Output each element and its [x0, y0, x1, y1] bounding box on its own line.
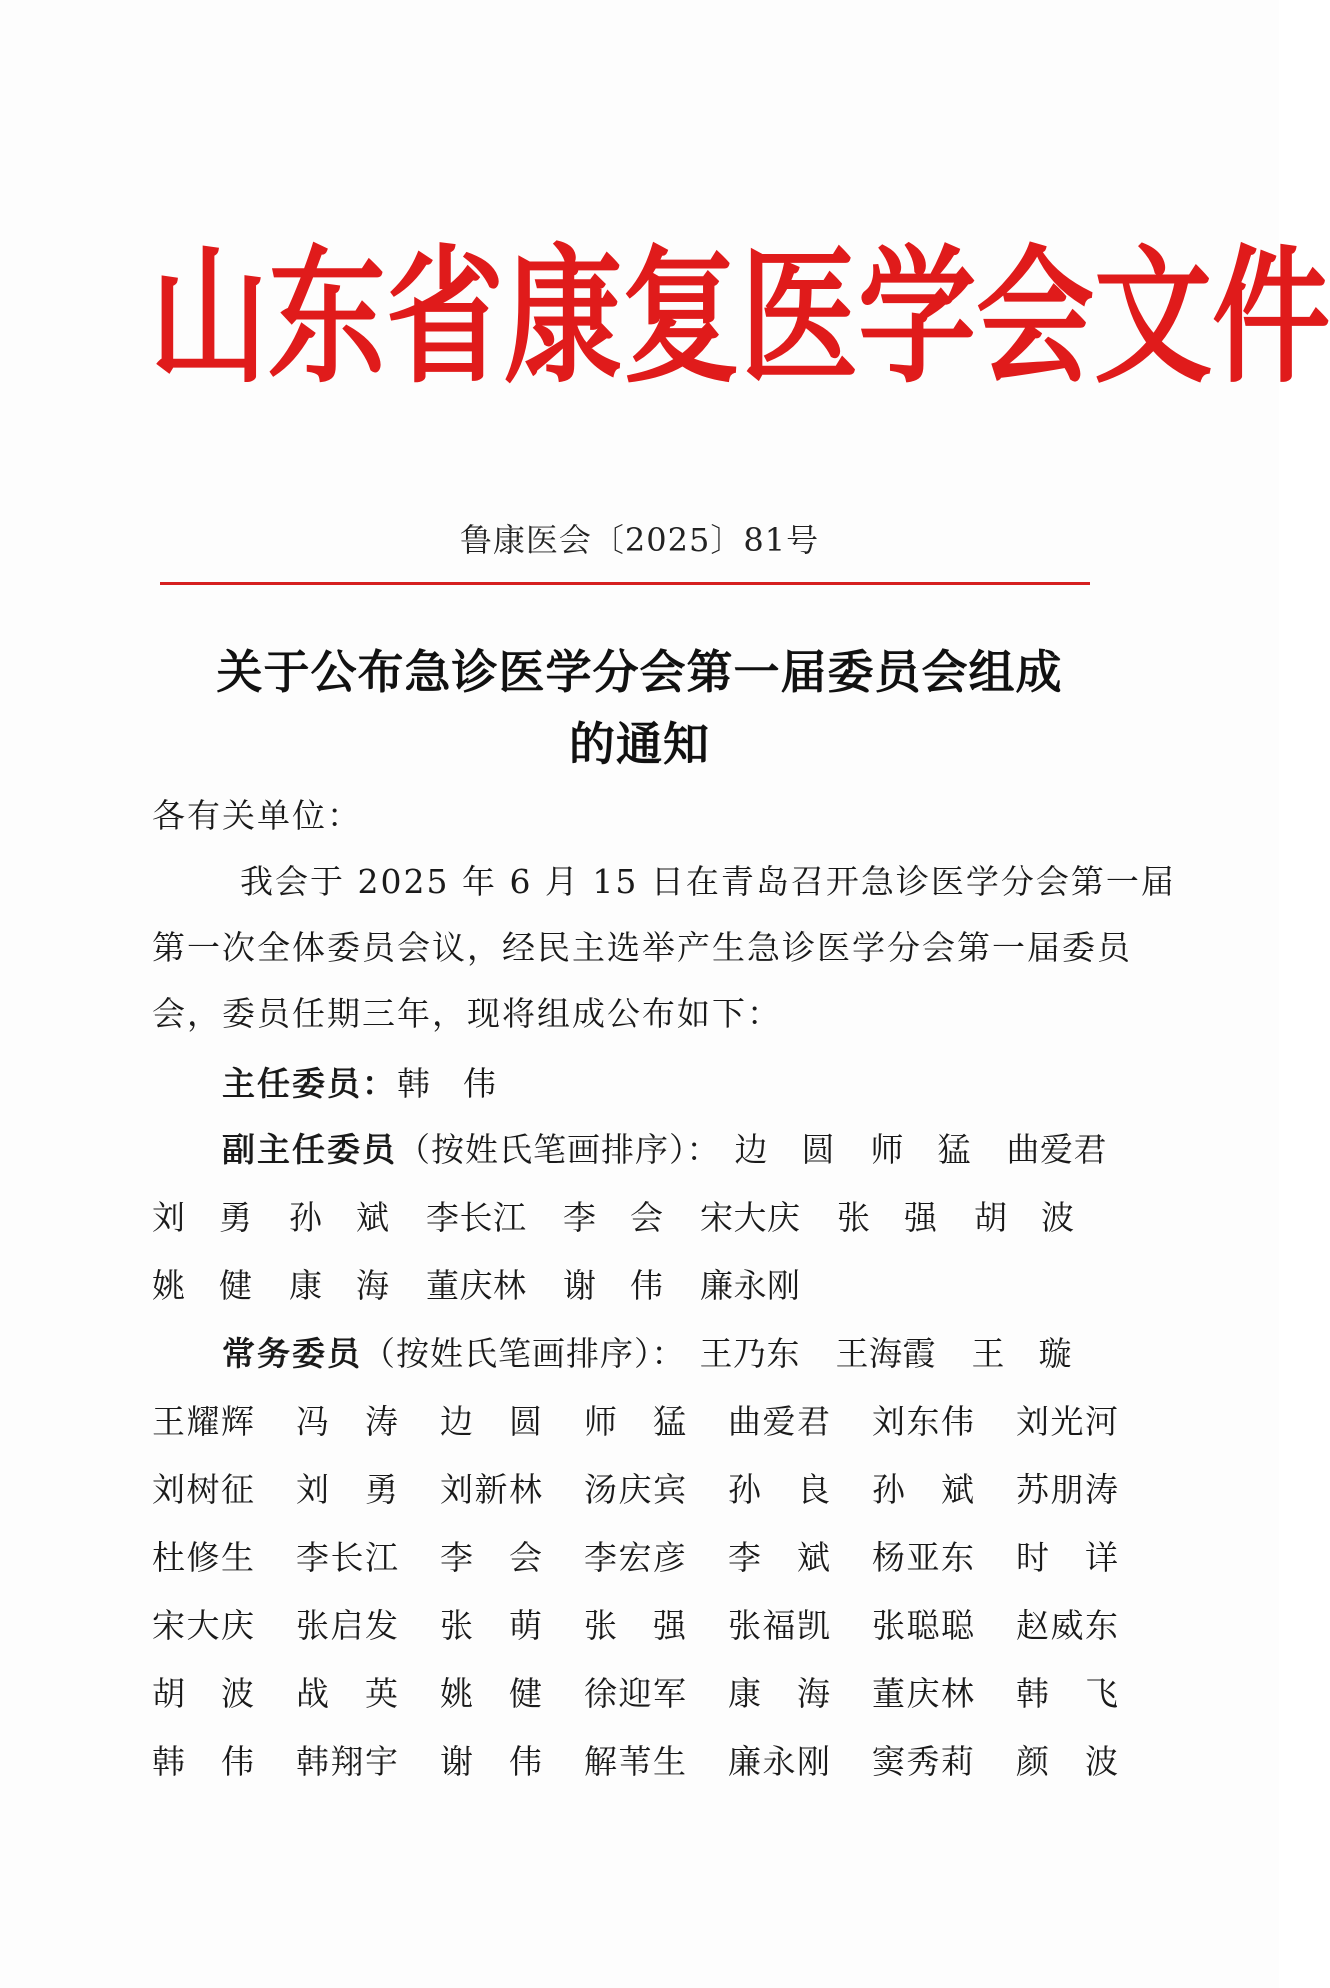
standing-member-name: 董庆林 [872, 1674, 974, 1713]
standing-member-name [584, 1804, 686, 1852]
standing-member-row [152, 1736, 1127, 1784]
body-line-2: 第一次全体委员会议，经民主选举产生急诊医学分会第一届委员 [152, 928, 1132, 967]
standing-member-name: 谢 伟 [440, 1742, 542, 1781]
standing-member-name: 徐迎军 [584, 1674, 686, 1713]
vice-chair-name: 康 海 [289, 1266, 389, 1305]
vice-chair-name: 曲爱君 [1006, 1130, 1107, 1169]
letterhead-char: 东 [268, 230, 387, 404]
standing-member-name: 汤庆宾 [584, 1470, 686, 1509]
standing-member-name: 孙 斌 [872, 1470, 974, 1509]
standing-member-name: 边 圆 [440, 1402, 542, 1441]
vice-chair-name: 胡 波 [974, 1198, 1074, 1237]
standing-member-name: 刘光河 [1016, 1402, 1118, 1441]
standing-member-name: 张启发 [296, 1606, 398, 1645]
standing-member-name: 王耀辉 [152, 1402, 254, 1441]
standing-member-row [152, 1464, 1127, 1512]
letterhead-char: 省 [386, 230, 505, 404]
standing-member-name: 张福凯 [728, 1606, 830, 1645]
document-number: 鲁康医会〔2025〕81号 [459, 521, 820, 559]
vice-chair-name: 张 强 [837, 1198, 937, 1237]
notice-title-line-1: 关于公布急诊医学分会第一届委员会组成 [216, 645, 1063, 699]
vice-chair-row [152, 1260, 1127, 1308]
standing-member-row [152, 1804, 1127, 1852]
vice-chair-name: 宋大庆 [700, 1198, 800, 1237]
org-letterhead-title [150, 211, 1330, 424]
standing-member-name [1016, 1804, 1118, 1852]
standing-member-name: 颜 波 [1016, 1742, 1118, 1781]
letterhead-char: 山 [150, 230, 269, 404]
letterhead-char: 文 [1094, 230, 1213, 404]
standing-member-name: 刘新林 [440, 1470, 542, 1509]
standing-member-name: 刘 勇 [296, 1470, 398, 1509]
vice-chair-heading-line [222, 1124, 1197, 1172]
vice-chair-name: 谢 伟 [563, 1266, 663, 1305]
standing-member-name: 窦秀莉 [872, 1742, 974, 1781]
standing-member-name [296, 1804, 398, 1852]
vice-chair-name: 边 圆 [734, 1130, 835, 1169]
standing-member-row [152, 1668, 1127, 1716]
standing-member-name: 韩 伟 [152, 1742, 254, 1781]
letterhead-char: 件 [1212, 230, 1330, 404]
body-line-3: 会，委员任期三年，现将组成公布如下： [152, 994, 782, 1033]
standing-member-name: 李 会 [440, 1538, 542, 1577]
letterhead-char: 会 [976, 230, 1095, 404]
standing-member-name: 王海霞 [835, 1334, 936, 1373]
standing-member-name: 杨亚东 [872, 1538, 974, 1577]
standing-member-name: 时 详 [1016, 1538, 1118, 1577]
standing-member-name: 张 萌 [440, 1606, 542, 1645]
vice-chair-name: 李长江 [426, 1198, 526, 1237]
letterhead-char: 学 [858, 230, 977, 404]
standing-member-name: 王 璇 [971, 1334, 1072, 1373]
standing-member-label: 常务委员 [222, 1334, 362, 1373]
standing-member-name: 李 斌 [728, 1538, 830, 1577]
standing-member-name: 师 猛 [584, 1402, 686, 1441]
vice-chair-name: 李 会 [563, 1198, 663, 1237]
standing-member-name: 解苇生 [584, 1742, 686, 1781]
standing-member-name: 苏朋涛 [1016, 1470, 1118, 1509]
chair-line [222, 1058, 1197, 1106]
standing-member-name: 冯 涛 [296, 1402, 398, 1441]
chair-name: 韩 伟 [397, 1064, 496, 1103]
vice-chair-note: （按姓氏笔画排序）： [397, 1130, 721, 1169]
standing-member-row [152, 1532, 1127, 1580]
standing-member-name: 韩翔宇 [296, 1742, 398, 1781]
vice-chair-label: 副主任委员 [222, 1130, 397, 1169]
standing-member-name: 姚 健 [440, 1674, 542, 1713]
vice-chair-name: 廉永刚 [700, 1266, 800, 1305]
standing-member-note: （按姓氏笔画排序）： [362, 1334, 686, 1373]
standing-member-row [152, 1600, 1127, 1648]
vice-chair-name: 董庆林 [426, 1266, 526, 1305]
standing-member-name [440, 1804, 542, 1852]
standing-member-name [152, 1804, 254, 1852]
standing-member-name: 韩 飞 [1016, 1674, 1118, 1713]
vice-chair-row [152, 1192, 1127, 1240]
standing-member-name: 战 英 [296, 1674, 398, 1713]
letterhead-char: 复 [622, 230, 741, 404]
chair-label: 主任委员： [222, 1064, 397, 1103]
notice-title-line-2: 的通知 [569, 717, 710, 771]
standing-member-name: 刘东伟 [872, 1402, 974, 1441]
standing-member-name: 杜修生 [152, 1538, 254, 1577]
vice-chair-name: 孙 斌 [289, 1198, 389, 1237]
body-line-1: 我会于 2025 年 6 月 15 日在青岛召开急诊医学分会第一届 [240, 862, 1176, 901]
standing-member-name [872, 1804, 974, 1852]
red-divider [160, 582, 1090, 585]
vice-chair-name: 刘 勇 [152, 1198, 252, 1237]
vice-chair-name: 师 猛 [870, 1130, 971, 1169]
standing-member-name [728, 1804, 830, 1852]
vice-chair-name: 姚 健 [152, 1266, 252, 1305]
standing-member-name: 张 强 [584, 1606, 686, 1645]
standing-member-name: 廉永刚 [728, 1742, 830, 1781]
standing-member-name: 胡 波 [152, 1674, 254, 1713]
standing-member-name: 赵威东 [1016, 1606, 1118, 1645]
standing-member-heading-line [222, 1328, 1197, 1376]
standing-member-name: 王乃东 [699, 1334, 800, 1373]
standing-member-name: 宋大庆 [152, 1606, 254, 1645]
standing-member-row [152, 1396, 1127, 1444]
letterhead-char: 医 [740, 230, 859, 404]
standing-member-name: 孙 良 [728, 1470, 830, 1509]
standing-member-name: 张聪聪 [872, 1606, 974, 1645]
addressee: 各有关单位： [152, 796, 362, 835]
standing-member-name: 曲爱君 [728, 1402, 830, 1441]
standing-member-name: 康 海 [728, 1674, 830, 1713]
standing-member-name: 李宏彦 [584, 1538, 686, 1577]
letterhead-char: 康 [504, 230, 623, 404]
standing-member-name: 李长江 [296, 1538, 398, 1577]
standing-member-name: 刘树征 [152, 1470, 254, 1509]
